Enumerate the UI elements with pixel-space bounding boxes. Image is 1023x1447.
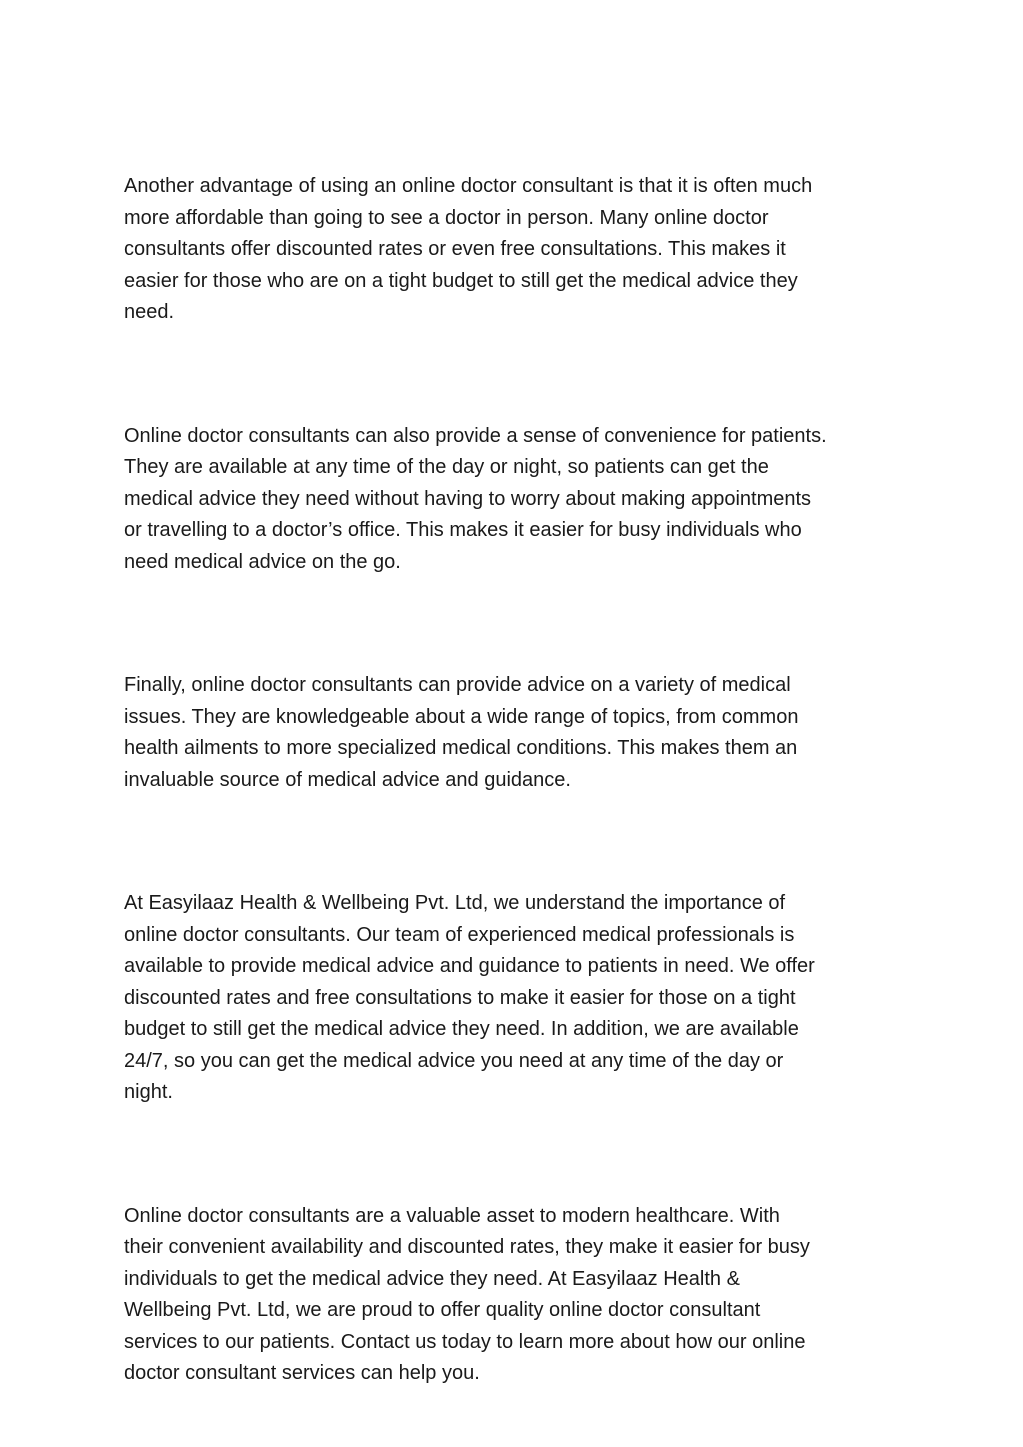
text-line: Another advantage of using an online doctor consultant is that it is often much [124,175,813,197]
paragraph-spacer [124,1109,904,1201]
paragraph-spacer [124,329,904,421]
text-line: Wellbeing Pvt. Ltd, we are proud to offer quality online doctor consultant [124,1299,761,1321]
text-line: available to provide medical advice and guidance to patients in need. We offer [124,955,815,977]
text-line: Online doctor consultants are a valuable asset to modern healthcare. With [124,1204,780,1227]
paragraph-convenience [124,421,904,579]
text-line: consultants offer discounted rates or even free consultations. This makes it [124,238,786,260]
text-line: invaluable source of medical advice and guidance. [124,768,571,791]
text-line: Finally, online doctor consultants can provide advice on a variety of medical [124,674,791,696]
text-line: health ailments to more specialized medical conditions. This makes them an [124,737,798,759]
text-line: or travelling to a doctor’s office. This makes it easier for busy individuals who [124,519,802,541]
text-line: individuals to get the medical advice they need. At Easyilaaz Health & [124,1267,740,1290]
paragraph-spacer [124,796,904,888]
paragraph-affordability [124,171,904,329]
text-line: their convenient availability and discounted rates, they make it easier for busy [124,1236,810,1258]
paragraph-spacer [124,578,904,670]
text-line: more affordable than going to see a doctor in person. Many online doctor [124,206,769,229]
text-line: issues. They are knowledgeable about a wide range of topics, from common [124,705,799,728]
text-line: doctor consultant services can help you. [124,1362,480,1384]
text-line: online doctor consultants. Our team of experienced medical professionals is [124,923,795,946]
paragraph-conclusion [124,1201,904,1390]
text-line: discounted rates and free consultations to make it easier for those on a tight [124,986,796,1009]
text-line: services to our patients. Contact us today to learn more about how our online [124,1330,806,1353]
text-line: need. [124,301,175,323]
text-line: night. [124,1081,173,1103]
paragraph-variety [124,670,904,796]
text-line: need medical advice on the go. [124,550,401,573]
text-line: At Easyilaaz Health & Wellbeing Pvt. Ltd, we understand the importance of [124,892,786,914]
text-line: Online doctor consultants can also provide a sense of convenience for patients. [124,424,827,447]
paragraph-company [124,888,904,1109]
text-line: medical advice they need without having to worry about making appointments [124,487,812,510]
text-line: budget to still get the medical advice they need. In addition, we are available [124,1018,799,1040]
text-line: They are available at any time of the day or night, so patients can get the [124,456,769,478]
text-line: easier for those who are on a tight budget to still get the medical advice they [124,269,798,292]
document-body [124,171,904,1390]
text-line: 24/7, so you can get the medical advice you need at any time of the day or [124,1049,784,1072]
